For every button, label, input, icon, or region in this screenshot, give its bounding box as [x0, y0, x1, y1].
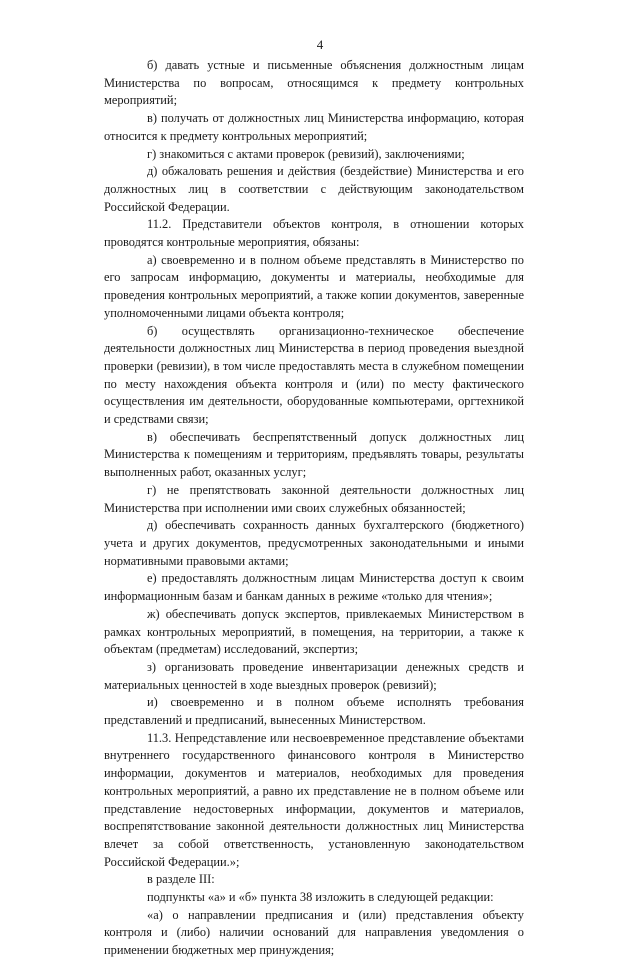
paragraph-11-2-zh: ж) обеспечивать допуск экспертов, привлекаемых Министерством в рамках контрольных мероприятий, в помещения, на территории, а также к объектам (предметам) исследований, экспертиз; [104, 606, 524, 657]
document-body [104, 57, 524, 960]
paragraph-11-2-g: г) не препятствовать законной деятельности должностных лиц Министерства при исполнении ими своих служебных обязанностей; [104, 482, 524, 515]
paragraph-11-2-z: з) организовать проведение инвентаризации денежных средств и материальных ценностей в ходе выездных проверок (ревизий); [104, 659, 524, 692]
paragraph-11-1-g: г) знакомиться с актами проверок (ревизий), заключениями; [147, 146, 465, 161]
paragraph-11-3: 11.3. Непредставление или несвоевременное представление объектами внутреннего государственного финансового контроля в Министерство информации, документов и материалов, необходимых для проведения контрольных мероприятий, а равно их представление не в полном объеме или представление недостоверных информации, документов и материалов, воспрепятствование законной деятельности должностных лиц Министерства влечет за собой ответственность, установленную законодательством Российской Федерации.»; [104, 730, 524, 869]
paragraph-38-a: «а) о направлении предписания и (или) представления объекту контроля и (либо) наличии оснований для направления уведомления о применении бюджетных мер принуждения; [104, 907, 524, 958]
paragraph-subitems-38: подпункты «а» и «б» пункта 38 изложить в следующей редакции: [147, 890, 494, 905]
paragraph-11-2-a: а) своевременно и в полном объеме представлять в Министерство по его запросам информацию, документы и материалы, необходимые для проведения контрольных мероприятий, а также копии документов, заверенные уполномоченными лицами объекта контроля; [104, 252, 524, 320]
paragraph-11-2-i: и) своевременно и в полном объеме исполнять требования представлений и предписаний, вынесенных Министерством. [104, 695, 524, 728]
paragraph-11-2-intro: 11.2. Представители объектов контроля, в отношении которых проводятся контрольные мероприятия, обязаны: [104, 217, 524, 250]
paragraph-11-1-v: в) получать от должностных лиц Министерства информацию, которая относится к предмету контрольных мероприятий; [104, 111, 524, 143]
paragraph-11-1-d: д) обжаловать решения и действия (бездействие) Министерства и его должностных лиц в соответствии с действующим законодательством Российской Федерации. [104, 164, 524, 214]
paragraph-section-3: в разделе III: [147, 872, 215, 887]
paragraph-11-1-b: б) давать устные и письменные объяснения должностным лицам Министерства по вопросам, относящимся к предмету контрольных мероприятий; [104, 58, 524, 108]
paragraph-11-2-v: в) обеспечивать беспрепятственный допуск должностных лиц Министерства к помещениям и территориям, предъявлять товары, результаты выполненных работ, оказанных услуг; [104, 429, 524, 480]
paragraph-11-2-b: б) осуществлять организационно-техническое обеспечение деятельности должностных лиц Министерства в период проведения выездной проверки (ревизии), в том числе предоставлять места в служебном помещении по месту нахождения объекта контроля и (или) по месту фактического осуществления им деятельности, оборудованные компьютерами, оргтехникой и средствами связи; [104, 323, 524, 427]
paragraph-11-2-d: д) обеспечивать сохранность данных бухгалтерского (бюджетного) учета и других документов, предусмотренных законодательными и иными нормативными правовыми актами; [104, 518, 524, 568]
page-number: 4 [316, 37, 324, 52]
paragraph-11-2-e: е) предоставлять должностным лицам Министерства доступ к своим информационным базам и банкам данных в режиме «только для чтения»; [104, 571, 524, 604]
